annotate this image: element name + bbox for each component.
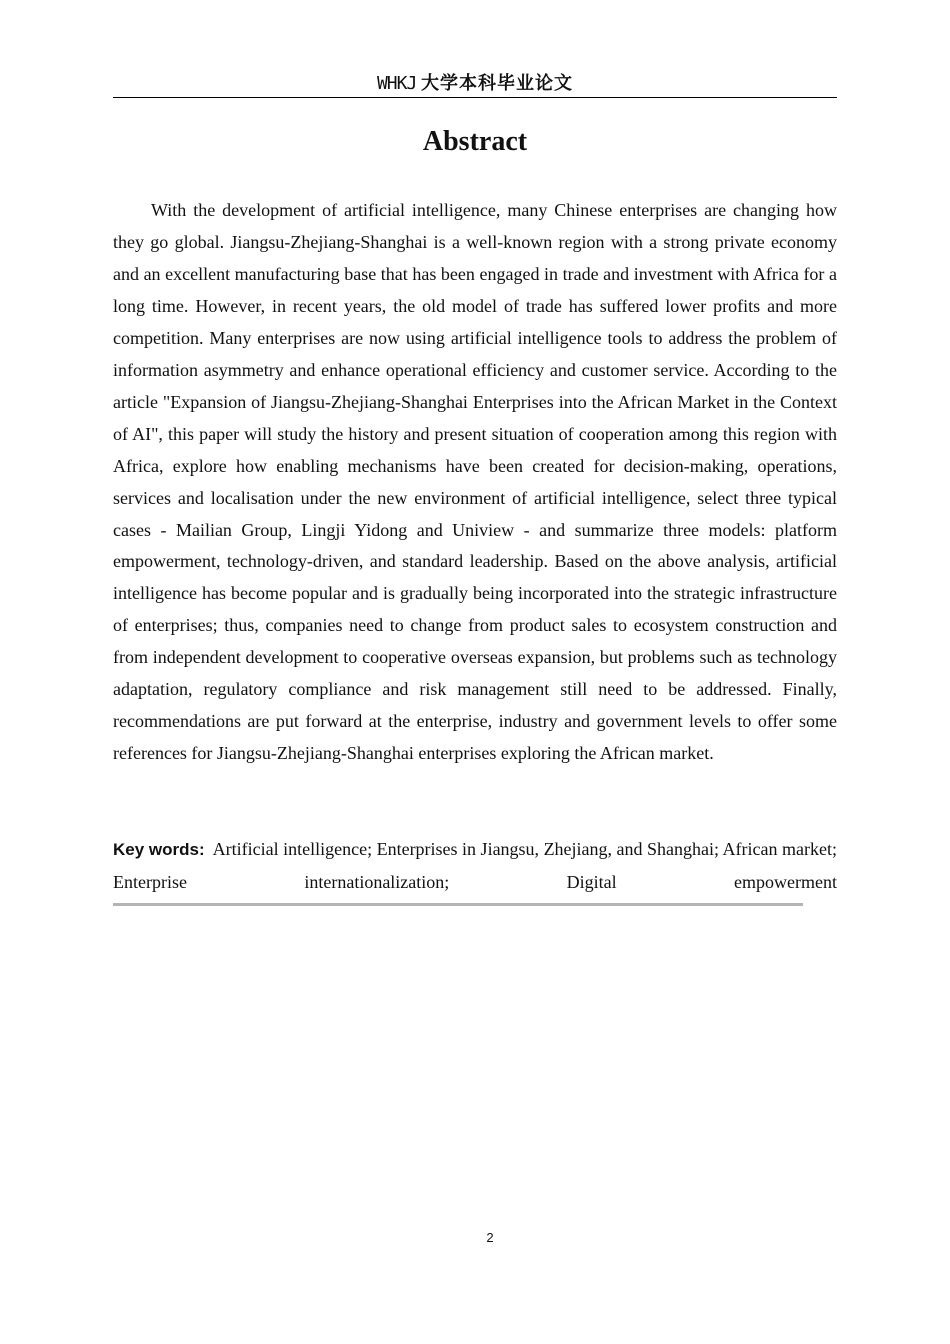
abstract-title: Abstract [422, 126, 528, 157]
keywords-paragraph [113, 833, 837, 898]
header-document-type: 大学本科毕业论文 [421, 73, 574, 94]
header-institution-code: WHKJ [376, 73, 417, 94]
running-header [113, 70, 837, 98]
keywords-divider [113, 903, 803, 906]
page-number: 2 [486, 1230, 494, 1245]
keywords-text: Artificial intelligence; Enterprises in Jiangsu, Zhejiang, and Shanghai; African market; Enterprise internationalization; Digital empowerment [113, 839, 837, 892]
keywords-label: Key words: [113, 840, 205, 859]
abstract-body: With the development of artificial intelligence, many Chinese enterprises are changing how they go global. Jiangsu-Zhejiang-Shanghai is a well-known region with a strong private economy and an excellent manufacturing base that has been engaged in trade and investment with Africa for a long time. However, in recent years, the old model of trade has suffered lower profits and more competition. Many enterprises are now using artificial intelligence tools to address the problem of information asymmetry and enhance operational efficiency and customer service. According to the article "Expansion of Jiangsu-Zhejiang-Shanghai Enterprises into the African Market in the Context of AI", this paper will study the history and present situation of cooperation among this region with Africa, explore how enabling mechanisms have been created for decision-making, operations, services and localisation under the new environment of artificial intelligence, select three typical cases - Mailian Group, Lingji Yidong and Uniview - and summarize three models: platform empowerment, technology-driven, and standard leadership. Based on the above analysis, artificial intelligence has become popular and is gradually being incorporated into the strategic infrastructure of enterprises; thus, companies need to change from product sales to ecosystem construction and from independent development to cooperative overseas expansion, but problems such as technology adaptation, regulatory compliance and risk management still need to be addressed. Finally, recommendations are put forward at the enterprise, industry and government levels to offer some references for Jiangsu-Zhejiang-Shanghai enterprises exploring the African market. [113, 200, 837, 764]
